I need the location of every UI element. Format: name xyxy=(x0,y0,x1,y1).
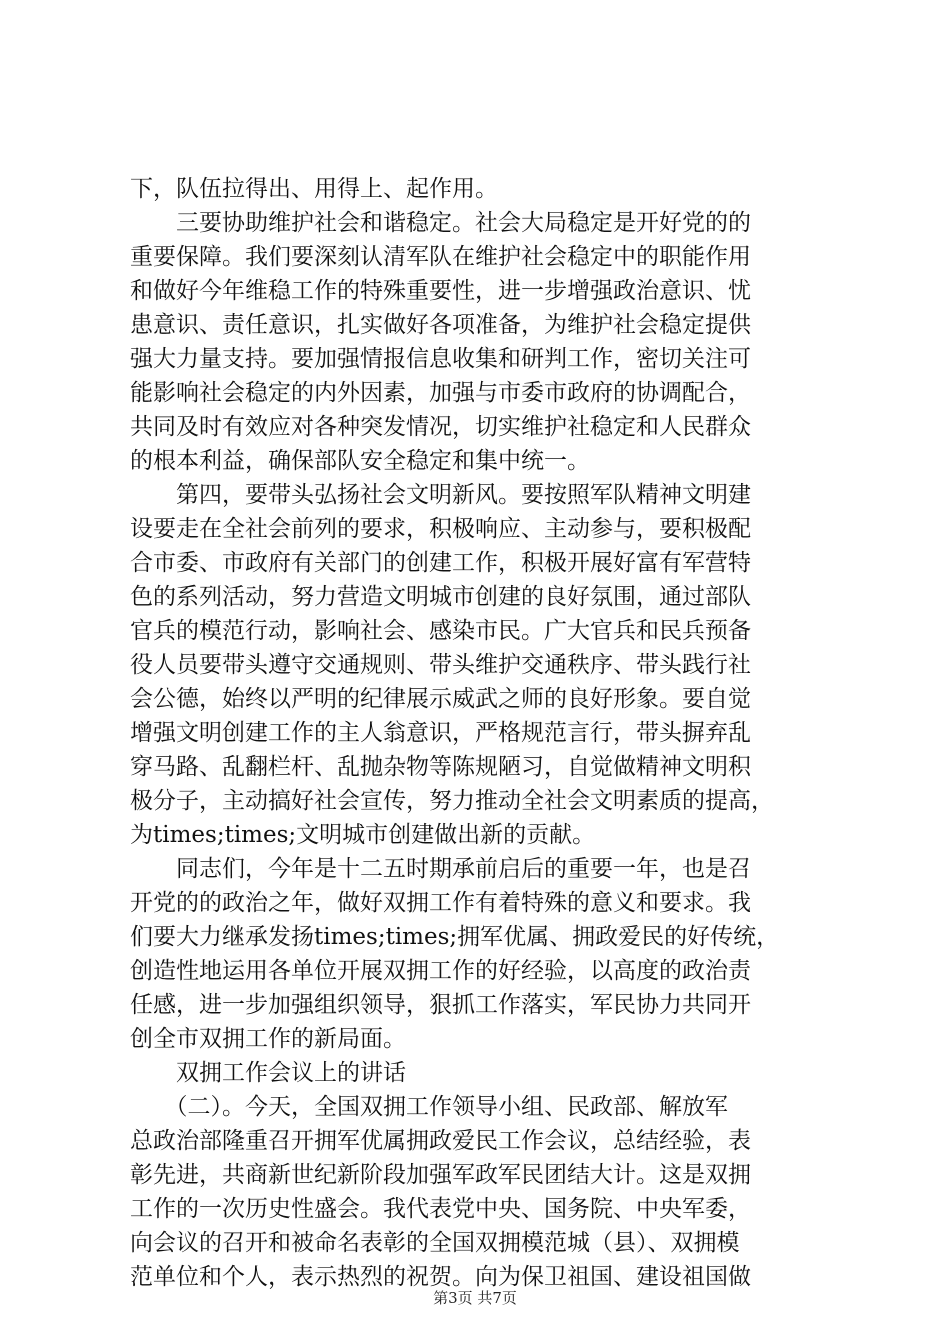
text-line: 重要保障。我们要深刻认清军队在维护社会稳定中的职能作用 xyxy=(130,244,751,270)
text-line: （二）。今天，全国双拥工作领导小组、民政部、解放军 xyxy=(130,1094,728,1120)
text-line: 为times;times;文明城市创建做出新的贡献。 xyxy=(130,822,596,848)
text-line: 彰先进，共商新世纪新阶段加强军政军民团结大计。这是双拥 xyxy=(130,1162,751,1188)
text-line: 同志们，今年是十二五时期承前启后的重要一年，也是召 xyxy=(130,856,751,882)
text-line: 设要走在全社会前列的要求，积极响应、主动参与，要积极配 xyxy=(130,516,751,542)
text-line: 下，队伍拉得出、用得上、起作用。 xyxy=(130,176,498,202)
text-line: 增强文明创建工作的主人翁意识，严格规范言行，带头摒弃乱 xyxy=(130,720,751,746)
text-line: 任感，进一步加强组织领导，狠抓工作落实，军民协力共同开 xyxy=(130,992,751,1018)
text-line: 们要大力继承发扬times;times;拥军优属、拥政爱民的好传统， xyxy=(130,924,780,950)
page-footer: 第3页 共7页 xyxy=(433,1289,517,1307)
text-line: 极分子，主动搞好社会宣传，努力推动全社会文明素质的提高， xyxy=(130,788,774,814)
text-line: 的根本利益，确保部队安全稳定和集中统一。 xyxy=(130,448,590,474)
text-line: 共同及时有效应对各种突发情况，切实维护社稳定和人民群众 xyxy=(130,414,751,440)
text-line: 会公德，始终以严明的纪律展示威武之师的良好形象。要自觉 xyxy=(130,686,751,712)
text-line: 患意识、责任意识，扎实做好各项准备，为维护社会稳定提供 xyxy=(130,312,751,338)
text-line: 双拥工作会议上的讲话 xyxy=(130,1060,406,1086)
text-line: 强大力量支持。要加强情报信息收集和研判工作，密切关注可 xyxy=(130,346,751,372)
text-line: 创全市双拥工作的新局面。 xyxy=(130,1026,406,1052)
text-line: 范单位和个人，表示热烈的祝贺。向为保卫祖国、建设祖国做 xyxy=(130,1264,751,1290)
text-line: 能影响社会稳定的内外因素，加强与市委市政府的协调配合， xyxy=(130,380,751,406)
text-line: 向会议的召开和被命名表彰的全国双拥模范城（县）、双拥模 xyxy=(130,1230,740,1256)
text-line: 合市委、市政府有关部门的创建工作，积极开展好富有军营特 xyxy=(130,550,751,576)
text-line: 役人员要带头遵守交通规则、带头维护交通秩序、带头践行社 xyxy=(130,652,751,678)
text-line: 创造性地运用各单位开展双拥工作的好经验，以高度的政治责 xyxy=(130,958,751,984)
text-line: 和做好今年维稳工作的特殊重要性，进一步增强政治意识、忧 xyxy=(130,278,751,304)
text-line: 官兵的模范行动，影响社会、感染市民。广大官兵和民兵预备 xyxy=(130,618,751,644)
text-line: 第四，要带头弘扬社会文明新风。要按照军队精神文明建 xyxy=(130,482,751,508)
text-line: 工作的一次历史性盛会。我代表党中央、国务院、中央军委， xyxy=(130,1196,751,1222)
text-line: 总政治部隆重召开拥军优属拥政爱民工作会议，总结经验，表 xyxy=(130,1128,751,1154)
text-line: 色的系列活动，努力营造文明城市创建的良好氛围，通过部队 xyxy=(130,584,751,610)
text-line: 穿马路、乱翻栏杆、乱抛杂物等陈规陋习，自觉做精神文明积 xyxy=(130,754,751,780)
text-line: 开党的的政治之年，做好双拥工作有着特殊的意义和要求。我 xyxy=(130,890,751,916)
text-line: 三要协助维护社会和谐稳定。社会大局稳定是开好党的的 xyxy=(130,210,751,236)
